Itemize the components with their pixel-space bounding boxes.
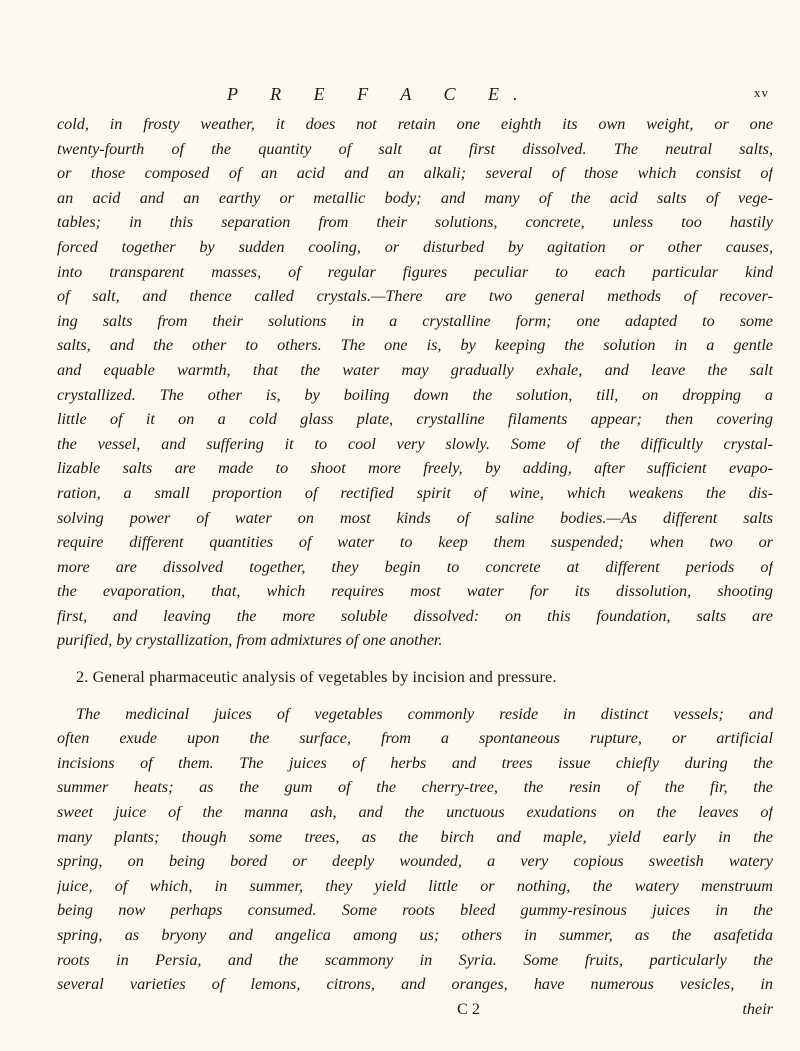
text-line: ing salts from their solutions in a crystalline form; one adapted to some xyxy=(57,311,773,330)
paragraph-gap xyxy=(57,690,773,702)
text-line: solving power of water on most kinds of saline bodies.—As different salts xyxy=(57,508,773,527)
text-line: require different quantities of water to keep them suspended; when two or xyxy=(57,533,773,552)
running-head xyxy=(0,84,800,108)
text-line: roots in Persia, and the scammony in Syria. Some fruits, particularly the xyxy=(57,950,773,969)
paragraph-gap xyxy=(57,653,773,665)
text-line: lizable salts are made to shoot more freely, by adding, after sufficient evapo- xyxy=(57,459,773,478)
text-line: first, and leaving the more soluble dissolved: on this foundation, salts are xyxy=(57,606,773,625)
signature-mark: C 2 xyxy=(457,999,480,1018)
text-line: spring, as bryony and angelica among us; others in summer, as the asafetida xyxy=(57,926,773,944)
text-line: twenty-fourth of the quantity of salt at first dissolved. The neutral salts, xyxy=(57,139,773,158)
text-line: juice, of which, in summer, they yield little or nothing, the watery menstruum xyxy=(57,876,773,895)
text-line: the evaporation, that, which requires most water for its dissolution, shooting xyxy=(57,582,773,601)
text-line: spring, on being bored or deeply wounded, a very copious sweetish watery xyxy=(57,852,773,871)
text-line: crystallized. The other is, by boiling down the solution, till, on dropping a xyxy=(57,385,773,404)
text-line: being now perhaps consumed. Some roots bleed gummy-resinous juices in the xyxy=(57,901,773,920)
section-heading: 2. General pharmaceutic analysis of vegetables by incision and pressure. xyxy=(76,668,557,687)
text-line: ration, a small proportion of rectified spirit of wine, which weakens the dis- xyxy=(57,483,773,502)
text-line: purified, by crystallization, from admixtures of one another. xyxy=(57,631,443,650)
page-footer xyxy=(57,997,773,1022)
text-line: and equable warmth, that the water may gradually exhale, and leave the salt xyxy=(57,360,773,379)
text-line: often exude upon the surface, from a spontaneous rupture, or artificial xyxy=(57,729,773,748)
text-line: cold, in frosty weather, it does not retain one eighth its own weight, or one xyxy=(57,115,773,133)
text-line: several varieties of lemons, citrons, and oranges, have numerous vesicles, in xyxy=(57,975,773,994)
text-line: an acid and an earthy or metallic body; and many of the acid salts of vege- xyxy=(57,188,773,207)
paragraph-vegetable-juices xyxy=(57,702,773,997)
text-line: or those composed of an acid and an alkali; several of those which consist of xyxy=(57,164,773,183)
text-line: the vessel, and suffering it to cool very slowly. Some of the difficultly crystal- xyxy=(57,434,773,453)
catchword: their xyxy=(742,999,773,1018)
body-text xyxy=(57,112,773,1021)
text-line: into transparent masses, of regular figures peculiar to each particular kind xyxy=(57,262,773,281)
text-line: salts, and the other to others. The one is, by keeping the solution in a gentle xyxy=(57,336,773,355)
text-line: tables; in this separation from their solutions, concrete, unless too hastily xyxy=(57,213,773,232)
text-line: more are dissolved together, they begin to concrete at different periods of xyxy=(57,557,773,576)
page-number: xv xyxy=(754,85,769,100)
text-line: many plants; though some trees, as the birch and maple, yield early in the xyxy=(57,827,773,846)
text-line: incisions of them. The juices of herbs and trees issue chiefly during the xyxy=(57,753,773,772)
text-line: little of it on a cold glass plate, crystalline filaments appear; then covering xyxy=(57,410,773,429)
text-line: sweet juice of the manna ash, and the unctuous exudations on the leaves of xyxy=(57,803,773,822)
text-line: of salt, and thence called crystals.—There are two general methods of recover- xyxy=(57,287,773,306)
page-title: P R E F A C E. xyxy=(227,84,532,104)
text-line: summer heats; as the gum of the cherry-tree, the resin of the fir, the xyxy=(57,778,773,797)
text-line: The medicinal juices of vegetables commonly reside in distinct vessels; and xyxy=(76,704,773,723)
paragraph-crystallization xyxy=(57,112,773,653)
text-line: forced together by sudden cooling, or disturbed by agitation or other causes, xyxy=(57,237,773,256)
